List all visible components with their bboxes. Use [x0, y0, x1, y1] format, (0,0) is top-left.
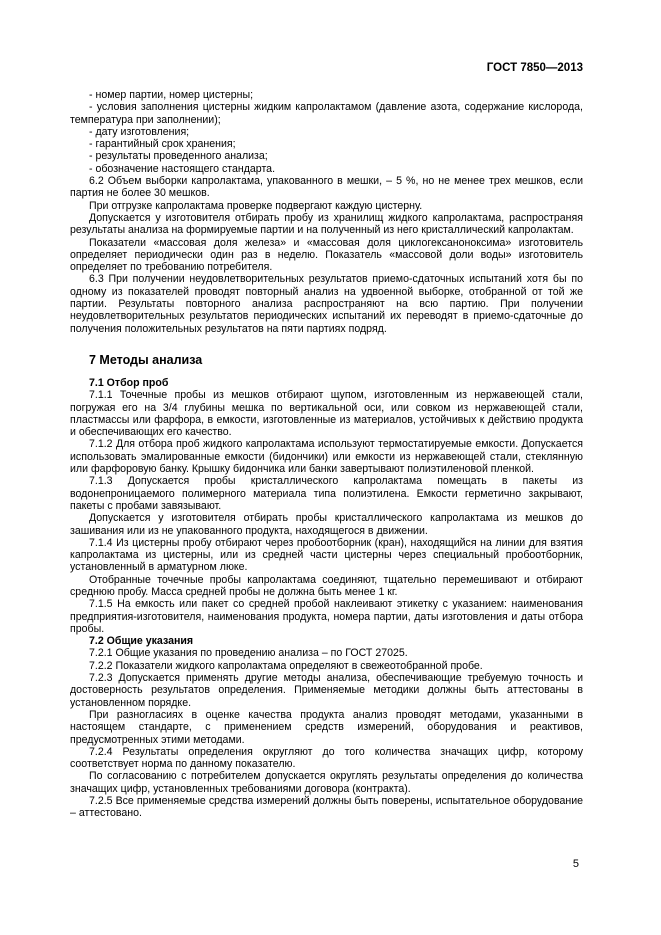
paragraph: 7.1.1 Точечные пробы из мешков отбирают щупом, изготовленным из нержавеющей стали, погружая его на 3/4 глубины мешка по вертикальной оси, или совком из нержавеющей стали, пластмассы или фарфора, в емкости, изготовленные из материалов, устойчивых к действию продукта и обеспечивающих его качество.: [70, 389, 583, 439]
paragraph: По согласованию с потребителем допускается округлять результаты определения до количества значащих цифр, установленных требованиями договора (контракта).: [70, 770, 583, 795]
paragraph: Показатели «массовая доля железа» и «массовая доля циклогексаноноксима» изготовитель определяет периодически один раз в неделю. Показатель «массовой доли воды» изготовитель определяет по требованию потребителя.: [70, 236, 583, 274]
subsection-heading: 7.2 Общие указания: [89, 635, 194, 648]
paragraph: 6.2 Объем выборки капролактама, упакованного в мешки, – 5 %, но не менее трех мешков, если партия не более 30 мешков.: [70, 175, 583, 200]
paragraph: Отобранные точечные пробы капролактама соединяют, тщательно перемешивают и отбирают среднюю пробу. Масса средней пробы не должна быть менее 1 кг.: [70, 573, 583, 598]
list-item: - дату изготовления;: [89, 125, 190, 138]
paragraph: При отгрузке капролактама проверке подвергают каждую цистерну.: [89, 199, 423, 212]
paragraph: При разногласиях в оценке качества продукта анализ проводят методами, указанными в настоящем стандарте, с применением средств измерений, оборудования и реактивов, предусмотренных этими методами.: [70, 708, 583, 746]
paragraph: 6.3 При получении неудовлетворительных результатов приемо-сдаточных испытаний хотя бы по одному из показателей проводят повторный анализ на удвоенной выборке, отобранной от той же партии. Результаты повторного анализа распространяют на всю партию. При получении неудовлетворительных результатов периодических испытаний их переводят в приемо-сдаточные до получения положительных результатов на пяти партиях подряд.: [70, 273, 583, 335]
paragraph: 7.1.3 Допускается пробы кристаллического капролактама помещать в пакеты из водонепроницаемого полимерного материала типа полиэтилена. Емкости герметично закрывают, пакеты с пробами завязывают.: [70, 475, 583, 512]
paragraph: Допускается у изготовителя отбирать пробу из хранилищ жидкого капролактама, распространяя результаты анализа на формируемые партии и на полученный из него кристаллический капролактам.: [70, 211, 583, 237]
paragraph: 7.2.4 Результаты определения округляют до того количества значащих цифр, которому соответствует норма по данному показателю.: [70, 745, 583, 771]
paragraph: 7.2.1 Общие указания по проведению анализа – по ГОСТ 27025.: [89, 647, 408, 660]
paragraph: 7.1.5 На емкость или пакет со средней пробой наклеивают этикетку с указанием: наименования предприятия-изготовителя, наименования продукта, номера партии, даты изготовления и даты отбора пробы.: [70, 598, 583, 635]
paragraph: 7.2.3 Допускается применять другие методы анализа, обеспечивающие требуемую точность и достоверность результатов определения. Применяемые методики должны быть аттестованы в установленном порядке.: [70, 672, 583, 709]
list-item: - гарантийный срок хранения;: [89, 138, 236, 151]
list-item: - условия заполнения цистерны жидким капролактамом (давление азота, содержание кислорода, температура при заполнении);: [70, 101, 583, 126]
page-number: 5: [572, 858, 579, 870]
subsection-heading: 7.1 Отбор проб: [89, 376, 169, 389]
document-body: [70, 89, 583, 820]
list-item: - результаты проведенного анализа;: [89, 150, 268, 163]
list-item: - обозначение настоящего стандарта.: [89, 162, 276, 175]
paragraph: 7.2.5 Все применяемые средства измерений должны быть поверены, испытательное оборудование – аттестовано.: [70, 795, 583, 820]
paragraph: 7.1.2 Для отбора проб жидкого капролактама используют термостатируемые емкости. Допускается использовать эмалированные емкости (бидончики) или емкости из нержавеющей стали, стеклянную или фарфоровую банку. Крышку бидончика или банки завертывают полиэтиленовой пленкой.: [70, 438, 583, 476]
paragraph: 7.1.4 Из цистерны пробу отбирают через пробоотборник (кран), находящийся на линии для взятия капролактама из цистерны, или из средней части цистерны через специальный пробоотборник, установленный в арматурном люке.: [70, 536, 583, 574]
paragraph: Допускается у изготовителя отбирать пробы кристаллического капролактама из мешков до зашивания или из не упакованного продукта, находящегося в движении.: [70, 512, 583, 537]
paragraph: 7.2.2 Показатели жидкого капролактама определяют в свежеотобранной пробе.: [89, 659, 483, 672]
document-code-header: ГОСТ 7850—2013: [486, 62, 583, 74]
section-heading: 7 Методы анализа: [89, 352, 203, 367]
list-item: - номер партии, номер цистерны;: [89, 89, 254, 101]
